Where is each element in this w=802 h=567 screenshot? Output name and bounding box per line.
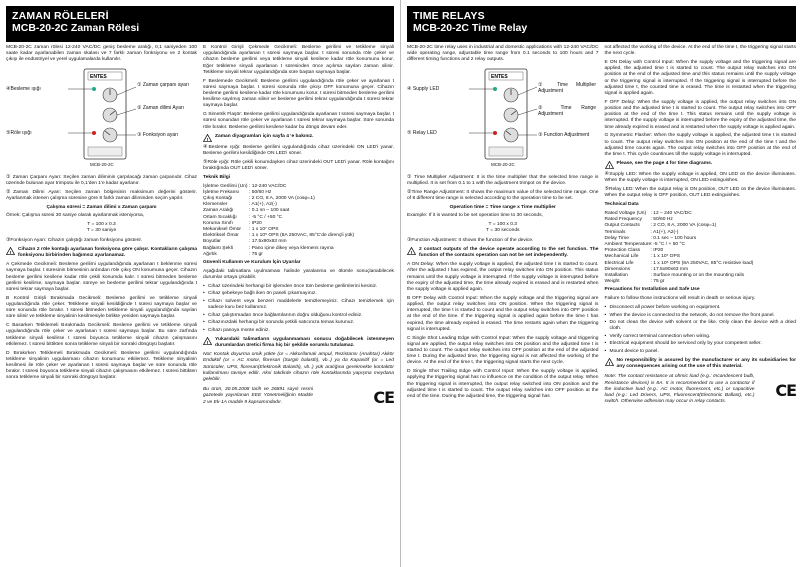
safety-item: • Cihaz üzerindeki herhangi bir işlemden önce tüm besleme gerilimlerini kesiniz.: [203, 284, 394, 290]
en-relay-led-label: ⑤ Relay LED: [407, 129, 437, 136]
spec-key: Delay Time: [604, 235, 629, 241]
en-formula: Operation time = Time range x Time multiplier: [449, 204, 556, 210]
spec-key: Rated Frequency: [604, 217, 643, 223]
spec-key: Çıkış Kontağı: [203, 196, 233, 202]
out-led-icon: [92, 131, 96, 135]
svg-text:!: !: [206, 137, 209, 142]
spec-value: : 50/60 Hz: [650, 217, 673, 223]
svg-text:!: !: [410, 250, 413, 255]
ce-mark-icon: CE: [775, 381, 796, 401]
safety-item: • Mount device to panel.: [605, 349, 797, 355]
en-subtitle: MCB-20-2C Time Relay: [413, 22, 528, 34]
safety-item: • Cihazı solvent veya benzeri maddelerle temizlemeyiniz. Cihazı temizlemek için sadece kuru bez kullanınız.: [203, 299, 394, 311]
en-example-line-2: T = 30 seconds: [486, 228, 520, 234]
tr-supply-led-label: ④Besleme ışığı: [6, 85, 41, 92]
warning-icon: [605, 161, 614, 169]
tr-function-label: ③ Fonksiyon ayarı: [137, 131, 179, 138]
tr-relay-led-label: ⑤Röle ışığı: [6, 129, 32, 136]
en-para-2: ②Time Range Adjustment: It shows the maximum value of the selected time range. One of 8 different time range is selected according to the operation time to be set.: [407, 189, 599, 201]
tr-disclaimer-text: Yukarıdaki talimatların uygulanmaması sonucu doğabilecek istenmeyen durumlardan üretici firma hiç bir şekilde sorumlu tutulamaz.: [215, 336, 394, 348]
tr-footer: Bu ürün, 30.05.2008 tarih ve 26891 sayılı resmi gazetede yayınlanan EEE Yönetmeliğinin Madde 2 ve Ek-1A madde 9 kapsamındadır.: [203, 387, 313, 405]
en-header: [407, 6, 796, 42]
tr-example: Örnek: Çalışma süresi 30 saniye olarak ayarlanmak isteniyorsa,: [6, 213, 145, 219]
svg-text:ENTES: ENTES: [90, 73, 107, 80]
tr-para-1: ① Zaman Çarpanı Ayarı: Seçilen zaman diliminin çarpılacağı zaman çarpanıdır. Cihaz üzerinde bulunan ayar trimpotu ile 0,1'den 1'e kadar ayarlanır.: [6, 174, 197, 186]
spec-value: : 1 x 10⁵ OPS (8A 250VAC, 85°C'de dirençli yük): [249, 233, 355, 239]
tr-func-c: C Basarken Tetiklemeli Bırakmada Gecikmeli: Besleme gerilimi ve tetikleme sinyali uygulandığında röle çeker ve ayarlanan t süresi saymaya başlar. Bu süre zarfında tetikleme sinyali kesilirse t süresi boyunca tetikleme sinyali cihazın çalışmasını etkilemez. t süresi bittikten sonra tetikleme sinyali bir sonraki döngüyü başlatır.: [6, 323, 197, 347]
en-diagram-note-text: Please, see the page 4 for time diagrams.: [616, 161, 713, 167]
tr-func-g: G Simetrik Flaşör: Besleme gerilimi uygulandığında ayarlanan t süresi saymaya başlar. t süresi sonundan röle çeker ve ayarlanan t süresi tekrar saymaya başlar. Süre sonunda röle bırakır. Besleme gerilimi kesilene kadar bu döngü devam eder.: [203, 112, 394, 130]
tr-disclaimer: [203, 337, 394, 349]
spec-value: : 2 CO, 8 A, 2000 VA (cosφ=1): [249, 196, 315, 202]
en-func-a: A ON Delay: When the supply voltage is applied, the adjusted time t is started to count. After the adjusted t has expired, the output relay switches into ON position. This status remains until the supply voltage is interrupted. If the supply voltage is interrupted before the expiry of the adjusted time, the time already expired is erased and is restarted when the supply voltage is applied again.: [407, 262, 599, 293]
en-disclaimer-text: No responsibility is assured by the manufacturer or any its subsidiaries for any consequences arising out the use of this material.: [616, 357, 796, 370]
en-diagram-note: [605, 161, 797, 169]
warning-icon: [605, 358, 614, 366]
en-func-g: G Symmetric Flasher: When the supply voltage is applied, the adjusted time t is started to count. The output relay switches into ON position at the end of the time t and the adjusted time counts again. The output relay switches into OFF position at the end of the time t. This cycle countinues till the supply voltage is interrupted.: [604, 133, 796, 158]
spec-value: : IP20: [249, 220, 262, 226]
en-para-4: ④Supply LED: When the supply voltage is applied, ON LED on the device illuminates. When the supply voltage is interrupted, ON LED extinguishes.: [604, 172, 796, 184]
warning-icon: [203, 337, 212, 345]
tr-multiplier-label: ① Zaman çarpanı ayarı: [137, 81, 190, 88]
spec-key: Boyutlar: [203, 239, 221, 245]
on-led-icon: [92, 87, 96, 91]
spec-value: : 17.5x90x63 mm: [650, 266, 689, 272]
tr-func-e: E Kontrol Girişli Çekmede Gecikmeli: Besleme gerilimi ve tetikleme sinyali uygulandığında ayarlanan t süresi saymaya başlar. t süresi sonunda röle çeker ve cihazın besleme gerilimi veya tetikleme sinyali kesilene kadar röle konumunu korur. Eğer tetikleme sinyali ayarlanan t süresinden önce açılırsa sayılan zaman silinir. Tetikleme sinyali tekrar uygulandığında süre baştan saymaya başlar.: [203, 45, 394, 75]
spec-key: Terminals: [604, 229, 626, 235]
svg-text:ENTES: ENTES: [491, 73, 508, 80]
warning-icon: [6, 247, 15, 255]
spec-value: : 0.1 sec – 100 hours: [650, 235, 697, 241]
en-column-2: [605, 45, 797, 408]
tr-func-b: B Kontrol Girişli Bırakmada Gecikmeli: Besleme gerilimi ve tetikleme sinyali uygulandığında röle çeker. Tetikleme sinyali kesildiğinde t süresi saymaya başlar ve süre sonunda röle bırakır. t süresi bitmeden tetikleme sinyali uygulandığında sayılan süre silinir ve tetikleme sinyalinin kesilmesiyle birlikte yeniden saymaya başlar.: [6, 295, 197, 320]
tr-title: ZAMAN RÖLELERİ: [12, 10, 109, 22]
en-para-5: ⑤Relay LED: When the output relay is ON position, OUT LED on the device illuminates. When the output relay is OFF position, OUT LED extinguishes.: [604, 187, 796, 199]
tr-func-d: D Bırakırken Tetiklemeli Bırakmada Gecikmeli: Besleme gerilimi uygulandığında tetikleme sinyalinin uygulanması cihazın konumunu etkilemez. Tetikleme sinyalinin kesilmesi ile röle çeker ve ayarlanan t süresi saymaya başlar ve süre sonunda röle bırakır. t süresi boyunca tetikleme sinyali cihazın çalışmasını etkilemez. t süresi bittikten sonra tetikleme sinyali bir sonraki döngüyü başlatır.: [6, 350, 197, 381]
en-spec-list: [605, 211, 797, 285]
tr-column-1: [6, 45, 197, 408]
tr-tech-title: Teknik Bilgi: [203, 174, 231, 180]
en-multiplier-label: ① Time Multiplier Adjustment: [538, 81, 596, 94]
spec-key: Dimensions: [604, 266, 631, 272]
tr-note: Not: Kontak doyurma omik yükte (or = Akkor/lamalı ampul, Rezistansı (Anahtar) Akkör Endüktif (or = AC motor, floresan (Sargılı balastlı), vb..) ya da Kapasitif (or = Led Sürücüler, UPS, floresan(Elektronik Balastlı), vb..) yük aralığına gerekmekte kontaktör kullanılması tavsiye edilir. Aksi takdirde cihazın röle kontaklarında yapışma meydana gelebilir.: [203, 352, 394, 382]
en-func-e: E ON Delay with Control Input: When the supply voltage and the triggering signal are applied, the adjusted time t is started to count. The output relay switches into ON position at the end of the adjusted time and this status remains until the supply voltage or the triggering signal is interrupted. If the triggering signal is interrupted before the adjusted time t, the counted time is erased. The time is restarted when the triggering signal is applied again.: [604, 60, 796, 97]
en-tech-title: Technical Data: [604, 202, 639, 208]
spec-key: İşletme Frekansı: [203, 189, 240, 195]
en-title: TIME RELAYS: [413, 10, 485, 22]
spec-value: : 1 x 10⁷ OPS: [650, 254, 680, 260]
tr-para-3: ③Fonksiyon Ayarı: Cihazın çalıştığı zaman fonksiyonu gösterir.: [6, 237, 143, 243]
spec-value: : 17.5x90x63 mm: [249, 239, 287, 245]
spec-key: Ağırlık: [203, 251, 217, 257]
ce-mark-icon: CE: [373, 387, 394, 407]
en-func-d-cont: not affected the working of the device. At the end of the time t, the triggering signal starts the next cycle.: [604, 45, 796, 57]
spec-value: : 75 gr: [249, 251, 263, 257]
spec-key: Rated Voltage (Un): [604, 211, 647, 217]
tr-range-label: ② Zaman dilimi Ayarı: [137, 104, 184, 111]
safety-item: • When the device is connected to the network, do not remove the front panel.: [605, 313, 797, 319]
spec-key: Elektriksel Ömür: [203, 233, 239, 239]
en-para-3: ③Function Adjustment: It shows the function of the device.: [407, 237, 534, 243]
tr-func-a: A Çekmede Gecikmeli: Besleme gerilimi uygulandığında ayarlanan t beklenme süresi saymaya başlar. t süresinin bitmesinin ardından röle çıkış ON konumuna geçer. Cihazın besleme gerilimi kesilene kadar röle çekili konumda kalır. t süresi bitmeden besleme gerilimi kesilirse, saymaya başlar. süreye ve besleme gerilimi tekrar uygulandığında t süresi tekrar saymaya başlar.: [6, 262, 197, 293]
tr-example-line-1: T = 100 x 0.3: [87, 222, 116, 228]
spec-key: Zaman Aralığı: [203, 208, 234, 214]
safety-item: • Cihaz çalıştırmadan önce bağlantılarının doğru olduğunu kontrol ediniz.: [203, 313, 394, 319]
tr-example-line-2: T = 30 saniye: [86, 228, 117, 234]
svg-text:!: !: [9, 250, 12, 255]
spec-value: : A1(+), A2(-): [249, 202, 277, 208]
spec-value: : 75 gr: [650, 279, 665, 285]
spec-value: : 50/60 Hz: [249, 189, 272, 195]
safety-item: • Electrical equipment should be serviced only by your competent seller.: [605, 341, 797, 347]
spec-value: : -5 °C / + 50 °C: [650, 242, 685, 248]
spec-key: Mechanical Life: [604, 254, 639, 260]
spec-key: Ambient Temperature: [604, 242, 652, 248]
on-led-icon: [493, 87, 497, 91]
safety-item: • Do not clean the device with solvent or the like. Only clean the device with a dried cloth.: [605, 320, 797, 332]
spec-value: : Pano içine dikey veya klemens rayına: [249, 245, 334, 251]
tr-formula: Çalışma süresi = Zaman dilimi x Zaman çarpanı: [46, 204, 157, 210]
en-func-f: F OFF Delay: When the supply voltage is applied, the output relay switches into ON position and the adjusted time t is started to count. The output relay switches into OFF position at the end of the time t. This status remains until the supply voltage is interrupted. If the supply voltage is interrupted before the expiry of the adjusted time, the time already expired is erased and is restarted when the supply voltage is applied again.: [604, 99, 796, 130]
tr-device-diagram: [6, 67, 197, 171]
tr-subtitle: MCB-20-2C Zaman Rölesi: [12, 22, 140, 34]
en-warning-text: 2 contact outputs of the device operate according to the set function. The function of the contacts operation can not be set independently.: [419, 246, 599, 259]
en-device-caption: MCB-20-2C: [491, 161, 515, 167]
tr-device-caption: MCB-20-2C: [90, 161, 114, 167]
warning-icon: [407, 247, 416, 255]
safety-item: • Cihazı panoya monte ediniz.: [203, 328, 394, 334]
en-example-line-1: T = 100 x 0.3: [488, 222, 518, 228]
spec-key: Electrical Life: [604, 260, 634, 266]
safety-item: • Cihaz şebekeye bağlı iken ön paneli çıkarmayınız.: [203, 291, 394, 297]
en-example: Example: If it is wanted to be set operation time to 30 seconds,: [407, 213, 543, 219]
en-device-diagram: [407, 67, 599, 171]
spec-value: : 0.1 sn – 100 saat: [249, 208, 290, 214]
en-safety-list: [605, 305, 797, 355]
spec-value: : 12-240 VAC/DC: [249, 183, 287, 189]
spec-key: Weight: [604, 279, 620, 285]
tr-diagram-note: [203, 134, 394, 142]
spec-value: : Surface mounting or on the mounting rails: [650, 273, 745, 279]
out-led-icon: [493, 131, 497, 135]
spec-key: İşletme Gerilimi (Un): [203, 183, 248, 189]
spec-value: : 1 x 10⁵ OPS (8A 250VAC, 85°C resistive load): [650, 260, 754, 266]
en-func-d: D Single Shot Trailing Edge with Control Input: When the supply voltage is applied, applying the triggering signal has no influence on the condition of the output relay. When the triggering signal is interrupted, the output relay switched into ON position and the adjusted time t is started to count. The output relay switches into OFF position at the end of the time. During the adjusted time, the triggering signal has: [407, 369, 599, 400]
spec-key: Klemensler: [203, 202, 228, 208]
en-range-label: ② Time Range Adjustment: [538, 104, 596, 117]
tr-header: [6, 6, 394, 42]
spec-key: Bağlantı Şekli: [203, 245, 233, 251]
tr-column-2: [203, 45, 394, 408]
tr-func-f: F Beslemede Gecikmeli: Besleme gerilimi uygulandığında röle çeker ve ayarlanan t süresi saymaya başlar. t süresi sonunda röle çıkışı OFF konumuna geçer. Cihazın besleme gerilimi kesilene kadar röle konumunu korur. t süresi bitmeden besleme gerilimi kesilirse sayılmış zaman silinir ve besleme gerilimi tekrar uygulandığında t süresi tekrar saymaya başlar.: [203, 78, 394, 109]
en-func-c: C Single Shot Leading Edge with Control Input: When the supply voltage and triggering signal are applied, the output relay switches into ON position and the adjusted time t is started to count. The output relay switches into OFF position at the end of the adjusted time t. During the adjusted time, the triggering signal is not affected the working of the device. At the end of the time t, the triggering signal starts the next cycle.: [407, 335, 599, 366]
spec-key: Koruma Sınıfı: [203, 220, 233, 226]
safety-item: • Disconnect all power before working on equipment.: [605, 305, 797, 311]
svg-text:!: !: [206, 340, 209, 345]
svg-text:!: !: [608, 164, 610, 170]
en-safety-title: Precautions for Installation and Safe Use: [604, 287, 700, 293]
en-note: Note: The contact resistance at ohmic load (e.g.: Incandescent bulb, Resistance devices) is 8A. It is recommended to use a contactor if the inductive load (e.g.: AC motor, fluorescent, etc.) or capacitive load (e.g.: Led Drivers, UPS, Fluorescent(Electronic Ballast), etc.) switch. Otherwise adhesion may occur in relay contacts.: [604, 374, 755, 405]
spec-value: : 1 x 10⁷ OPS: [249, 227, 279, 233]
spec-key: Output Contacts: [604, 223, 640, 229]
en-supply-led-label: ④ Supply LED: [407, 85, 440, 92]
spec-key: Installation: [604, 273, 628, 279]
spec-row: [605, 279, 797, 285]
en-warning: [407, 247, 599, 259]
spec-key: Protection Class: [604, 248, 641, 254]
spec-key: Ortam Sıcaklığı: [203, 214, 237, 220]
spec-key: Mekaniksel Ömür: [203, 227, 242, 233]
en-disclaimer: [605, 358, 797, 370]
tr-diagram-note-text: Zaman diyagramları için sayfa 4 'e bakınız.: [215, 133, 314, 139]
en-column-1: [407, 45, 599, 408]
tr-safety-title: Güvenli Kullanım ve Kurulum İçin Uyarılar: [203, 260, 301, 266]
tr-warning-text: Cihazın 2 röle kontağı ayarlanan fonksiyona göre çalışır. Kontakların çalışma fonksiyonu birbirinden bağımsız ayarlanamaz.: [18, 246, 197, 259]
en-function-label: ③ Function Adjustment: [538, 131, 590, 138]
spec-row: [203, 252, 394, 258]
tr-spec-list: [203, 184, 394, 258]
en-intro: MCB-20-2C time relay uses in industrial and domestic applications with 12-240 VAC/DC wide operating range, adjustable time range from 0.1 seconds to 100 hours and 7 different timing functions and 2 relay outputs.: [407, 45, 599, 63]
tr-safety-list: [203, 284, 394, 334]
safety-item: • Cihazınızdaki herhangi bir sorunda yetkili satıcınıza temas kurunuz.: [203, 320, 394, 326]
svg-text:!: !: [608, 361, 610, 366]
tr-para-4: ④Besleme ışığı: Besleme gerilimi uygulandığında cihaz üzerindeki ON LED'i yanar. Besleme gerilimi kesildiğinde ON LED'i söner.: [203, 144, 394, 157]
en-para-1: ① Time Multiplier Adjustment: It is the time multiplier that the selected time range is multiplied. It is set from 0.1 to 1 with the adjustment trimpot on the device.: [407, 174, 599, 186]
spec-value: : IP20: [650, 248, 664, 254]
tr-para-5: ⑤Röle ışığı: Röle çekili konumdayken cihaz üzerindeki OUT LED'i yanar. Röle kontağını bıraktığında OUT LED'i söner.: [203, 159, 394, 172]
english-page: [401, 0, 802, 567]
tr-safety-intro: Aşağıdaki talimatlara uyulmaması halinde yaralanma ve ölümle sonuçlanabilecek durumlar ortaya çıkabilir.: [203, 268, 394, 281]
en-func-b: B OFF Delay with Control Input: When the supply voltage and the triggering signal are applied, the output relay switches into ON position. When the triggering signal is interrupted, the time t is started to count and the output relay switches into OFF position at the end of the time. If the triggering signal is applied again before the time t has expired, the time already expired is erased. The time restarts again when the triggering signal is interrupted.: [407, 295, 599, 332]
tr-para-2: ②Zaman Dilimi Ayarı: Seçilen zaman bölgesinin maksimum değerini gösterir. Ayarlanmak istenen çalışma süresine göre 8 farklı zaman diliminden seçim yapılır.: [6, 189, 197, 201]
warning-icon: [203, 134, 212, 142]
spec-value: : A1(+), A2(-): [650, 229, 679, 235]
tr-warning: [6, 247, 197, 259]
en-safety-intro: Failure to follow those instructions will result in death or serious injury.: [604, 296, 756, 302]
spec-value: : 2 CO, 8 A, 2000 VA (cosφ=1): [650, 223, 717, 229]
spec-value: : -5 °C / +50 °C: [249, 214, 283, 220]
spec-value: : 12 – 240 VAC/DC: [650, 211, 692, 217]
tr-intro: MCB-20-2C zaman rölesi 12-240 VAC/DC geniş besleme aralığı, 0,1 saniyeden 100 saate kadar ayarlanabilen zaman skalası ve 7 farklı zaman fonksiyonu ve 2 kontak çıkışı ile endüstriyel ve yerel uygulamalarda kullanılır.: [6, 45, 197, 63]
safety-item: • Verify correct terminal connection when wiring.: [605, 334, 797, 340]
